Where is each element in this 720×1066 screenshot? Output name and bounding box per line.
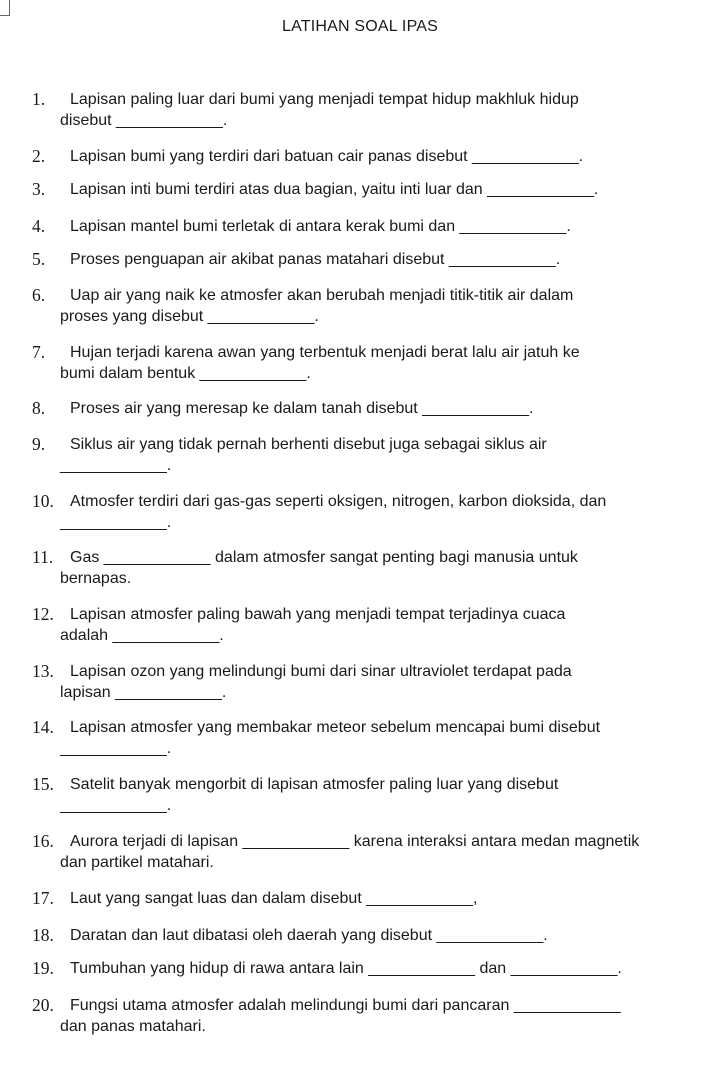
question-item-18 bbox=[0, 925, 720, 946]
question-number: 6. bbox=[32, 285, 46, 305]
question-text: Lapisan paling luar dari bumi yang menjadi tempat hidup makhluk hidup bbox=[70, 91, 579, 108]
question-text: Siklus air yang tidak pernah berhenti disebut juga sebagai siklus air bbox=[70, 436, 547, 453]
question-number: 16. bbox=[32, 831, 54, 851]
question-item-10 bbox=[0, 491, 720, 533]
question-item-5 bbox=[0, 249, 720, 270]
question-text-continued: ____________. bbox=[60, 457, 172, 474]
question-text: Fungsi utama atmosfer adalah melindungi bumi dari pancaran ____________ bbox=[70, 997, 621, 1014]
page-title: LATIHAN SOAL IPAS bbox=[281, 18, 439, 35]
question-text-continued: proses yang disebut ____________. bbox=[60, 308, 319, 325]
question-number: 5. bbox=[32, 249, 46, 269]
question-text-continued: dan panas matahari. bbox=[60, 1018, 206, 1035]
question-text: Tumbuhan yang hidup di rawa antara lain ____________ dan ____________. bbox=[70, 960, 622, 977]
question-item-17 bbox=[0, 888, 720, 909]
question-number: 1. bbox=[32, 89, 46, 109]
question-item-16 bbox=[0, 831, 720, 873]
question-item-3 bbox=[0, 179, 720, 200]
question-item-12 bbox=[0, 604, 720, 646]
question-number: 8. bbox=[32, 398, 46, 418]
question-number: 13. bbox=[32, 661, 54, 681]
question-item-7 bbox=[0, 342, 720, 384]
question-text-continued: bernapas. bbox=[60, 570, 132, 587]
question-item-15 bbox=[0, 774, 720, 816]
question-number: 4. bbox=[32, 216, 46, 236]
question-item-20 bbox=[0, 995, 720, 1037]
question-item-19 bbox=[0, 958, 720, 979]
question-text: Proses penguapan air akibat panas matahari disebut ____________. bbox=[70, 251, 561, 268]
question-text: Aurora terjadi di lapisan ____________ karena interaksi antara medan magnetik bbox=[70, 833, 640, 850]
question-number: 12. bbox=[32, 604, 54, 624]
question-item-13 bbox=[0, 661, 720, 703]
question-number: 3. bbox=[32, 179, 46, 199]
question-text-continued: bumi dalam bentuk ____________. bbox=[60, 365, 311, 382]
question-text: Daratan dan laut dibatasi oleh daerah yang disebut ____________. bbox=[70, 927, 548, 944]
question-text-continued: dan partikel matahari. bbox=[60, 854, 214, 871]
question-text-continued: disebut ____________. bbox=[60, 112, 228, 129]
question-number: 7. bbox=[32, 342, 46, 362]
question-text-continued: ____________. bbox=[60, 797, 172, 814]
question-text: Lapisan mantel bumi terletak di antara kerak bumi dan ____________. bbox=[70, 218, 571, 235]
question-item-9 bbox=[0, 434, 720, 476]
question-text-continued: ____________. bbox=[60, 740, 172, 757]
question-text: Laut yang sangat luas dan dalam disebut ____________, bbox=[70, 890, 478, 907]
question-number: 14. bbox=[32, 717, 54, 737]
question-number: 20. bbox=[32, 995, 54, 1015]
question-number: 15. bbox=[32, 774, 54, 794]
question-text-continued: lapisan ____________. bbox=[60, 684, 227, 701]
question-number: 11. bbox=[32, 547, 54, 567]
question-number: 2. bbox=[32, 146, 46, 166]
question-item-8 bbox=[0, 398, 720, 419]
question-text: Atmosfer terdiri dari gas-gas seperti oksigen, nitrogen, karbon dioksida, dan bbox=[70, 493, 607, 510]
question-text-continued: ____________. bbox=[60, 514, 172, 531]
question-number: 19. bbox=[32, 958, 54, 978]
question-number: 18. bbox=[32, 925, 54, 945]
question-item-14 bbox=[0, 717, 720, 759]
question-item-1 bbox=[0, 89, 720, 131]
question-text: Gas ____________ dalam atmosfer sangat penting bagi manusia untuk bbox=[70, 549, 578, 566]
question-text: Satelit banyak mengorbit di lapisan atmosfer paling luar yang disebut bbox=[70, 776, 559, 793]
question-text: Uap air yang naik ke atmosfer akan berubah menjadi titik-titik air dalam bbox=[70, 287, 574, 304]
question-number: 9. bbox=[32, 434, 46, 454]
question-text: Lapisan atmosfer paling bawah yang menjadi tempat terjadinya cuaca bbox=[70, 606, 566, 623]
question-item-6 bbox=[0, 285, 720, 327]
question-number: 17. bbox=[32, 888, 54, 908]
question-item-4 bbox=[0, 216, 720, 237]
question-text: Lapisan bumi yang terdiri dari batuan cair panas disebut ____________. bbox=[70, 148, 584, 165]
question-number: 10. bbox=[32, 491, 54, 511]
question-text: Hujan terjadi karena awan yang terbentuk menjadi berat lalu air jatuh ke bbox=[70, 344, 580, 361]
question-text: Lapisan ozon yang melindungi bumi dari sinar ultraviolet terdapat pada bbox=[70, 663, 572, 680]
question-text: Lapisan atmosfer yang membakar meteor sebelum mencapai bumi disebut bbox=[70, 719, 601, 736]
question-text: Lapisan inti bumi terdiri atas dua bagian, yaitu inti luar dan ____________. bbox=[70, 181, 599, 198]
corner-crop-mark bbox=[0, 0, 10, 16]
question-text: Proses air yang meresap ke dalam tanah disebut ____________. bbox=[70, 400, 534, 417]
question-item-11 bbox=[0, 547, 720, 589]
question-text-continued: adalah ____________. bbox=[60, 627, 224, 644]
question-item-2 bbox=[0, 146, 720, 167]
